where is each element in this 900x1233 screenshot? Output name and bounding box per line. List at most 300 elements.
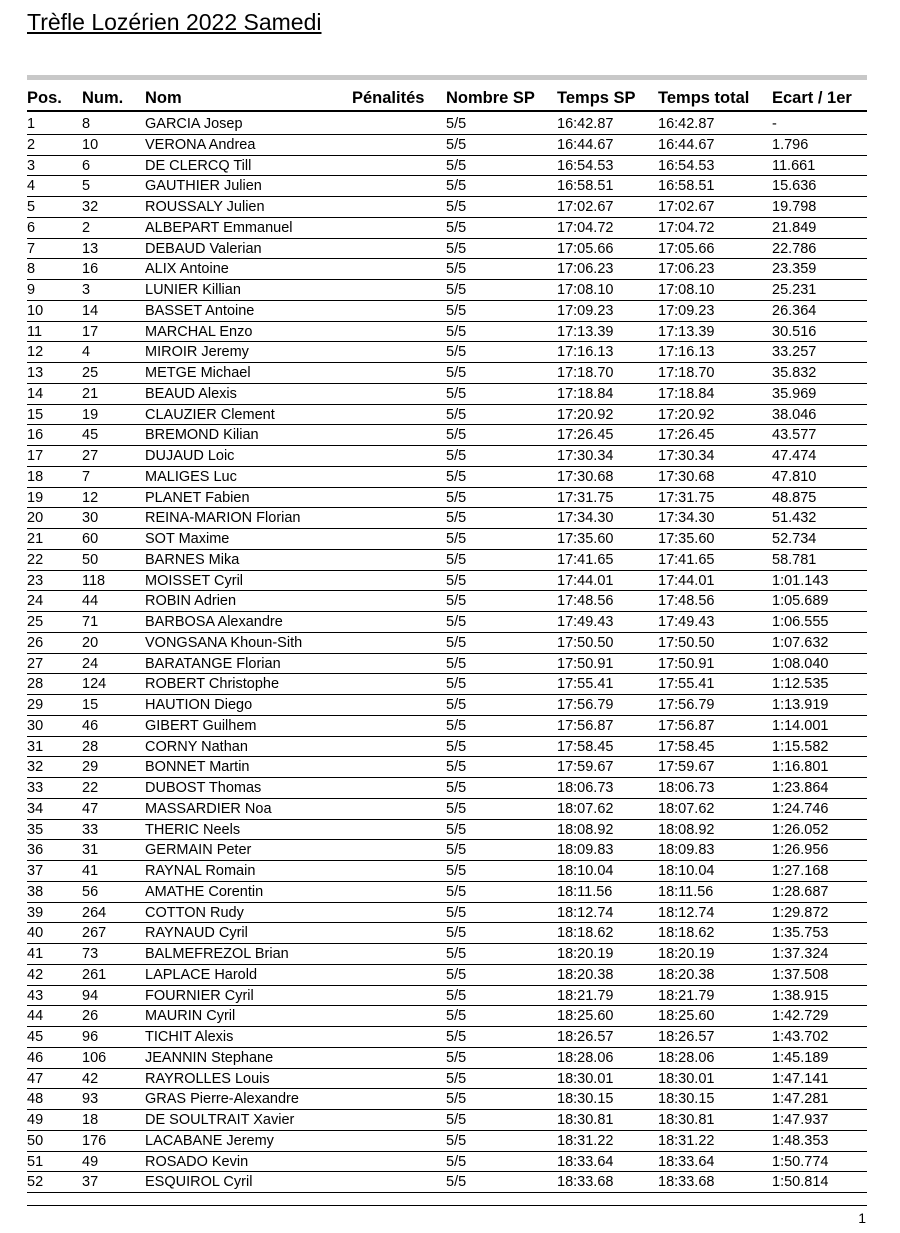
cell-nom: VERONA Andrea [145,136,256,153]
cell-nom: ALBEPART Emmanuel [145,219,293,236]
table-row [27,571,867,592]
cell-ecart: 47.474 [772,448,817,464]
cell-pos: 22 [27,551,44,568]
cell-num: 56 [82,883,99,900]
cell-nombre-sp: 5/5 [446,1174,467,1191]
cell-temps-sp: 17:26.45 [557,427,614,444]
cell-ecart: 1:08.040 [772,655,829,672]
cell-nom: METGE Michael [145,365,251,381]
cell-temps-total: 16:58.51 [658,178,715,195]
table-row [27,695,867,716]
cell-nombre-sp: 5/5 [446,199,467,215]
cell-ecart: 1:43.702 [772,1029,829,1045]
cell-num: 19 [82,406,99,423]
cell-temps-sp: 17:55.41 [557,676,614,693]
cell-ecart: 52.734 [772,531,817,547]
table-row [27,488,867,509]
cell-nom: DE SOULTRAIT Xavier [145,1112,295,1128]
cell-temps-sp: 17:16.13 [557,344,614,361]
cell-nombre-sp: 5/5 [446,323,467,340]
cell-nom: MIROIR Jeremy [145,344,249,361]
cell-temps-total: 18:11.56 [658,883,714,900]
cell-pos: 33 [27,780,44,796]
cell-pos: 28 [27,676,44,693]
cell-nom: BREMOND Kilian [145,427,259,444]
cell-ecart: 43.577 [772,427,817,444]
cell-ecart: 1:01.143 [772,572,829,589]
cell-temps-sp: 18:33.68 [557,1174,614,1191]
cell-nombre-sp: 5/5 [446,634,467,651]
table-row [27,156,867,177]
table-row [27,239,867,260]
cell-ecart: 47.810 [772,468,817,485]
cell-nom: DUJAUD Loic [145,448,235,464]
cell-ecart: 1:35.753 [772,925,829,942]
cell-nom: CORNY Nathan [145,738,248,755]
cell-num: 73 [82,946,99,962]
cell-ecart: 1:29.872 [772,904,829,921]
cell-temps-sp: 16:42.87 [557,116,614,132]
cell-temps-sp: 18:18.62 [557,925,614,942]
table-row [27,965,867,986]
cell-temps-total: 17:08.10 [658,282,715,298]
cell-temps-sp: 18:11.56 [557,883,613,900]
cell-temps-sp: 16:44.67 [557,136,614,153]
table-row [27,1172,867,1193]
cell-nom: BALMEFREZOL Brian [145,946,289,962]
cell-temps-total: 18:25.60 [658,1008,715,1025]
cell-temps-total: 18:30.81 [658,1112,715,1128]
cell-nom: BARNES Mika [145,551,240,568]
cell-num: 18 [82,1112,99,1128]
cell-temps-total: 18:21.79 [658,987,715,1004]
cell-pos: 16 [27,427,44,444]
cell-pos: 11 [27,323,43,340]
cell-ecart: 22.786 [772,240,817,257]
cell-pos: 32 [27,759,44,776]
table-row [27,778,867,799]
cell-nombre-sp: 5/5 [446,468,467,485]
cell-temps-sp: 18:10.04 [557,863,614,879]
cell-temps-total: 18:12.74 [658,904,715,921]
cell-temps-sp: 17:48.56 [557,593,614,610]
cell-ecart: 33.257 [772,344,817,361]
table-row [27,280,867,301]
cell-nombre-sp: 5/5 [446,780,467,796]
table-row [27,197,867,218]
cell-temps-sp: 17:49.43 [557,614,614,630]
cell-temps-total: 17:05.66 [658,240,715,257]
table-row [27,1089,867,1110]
cell-pos: 20 [27,510,44,527]
cell-num: 94 [82,987,99,1004]
cell-ecart: - [772,116,777,132]
table-row [27,114,867,135]
table-row [27,923,867,944]
cell-nom: GAUTHIER Julien [145,178,262,195]
table-row [27,342,867,363]
table-row [27,612,867,633]
cell-temps-sp: 18:20.19 [557,946,614,962]
cell-ecart: 1:50.774 [772,1153,829,1170]
cell-temps-total: 17:26.45 [658,427,715,444]
cell-temps-sp: 17:34.30 [557,510,614,527]
table-row [27,944,867,965]
cell-nombre-sp: 5/5 [446,1049,467,1066]
cell-nom: HAUTION Diego [145,697,253,713]
cell-ecart: 1:06.555 [772,614,829,630]
cell-temps-sp: 18:30.81 [557,1112,614,1128]
cell-nom: ALIX Antoine [145,261,229,278]
cell-temps-total: 17:30.34 [658,448,715,464]
cell-pos: 26 [27,634,44,651]
cell-temps-sp: 18:20.38 [557,966,614,983]
cell-num: 20 [82,634,99,651]
cell-nom: MALIGES Luc [145,468,237,485]
table-row [27,861,867,882]
table-row [27,363,867,384]
cell-temps-total: 18:20.38 [658,966,715,983]
cell-ecart: 1:47.937 [772,1112,829,1128]
cell-num: 28 [82,738,99,755]
cell-ecart: 19.798 [772,199,817,215]
cell-pos: 39 [27,904,44,921]
cell-temps-total: 17:50.91 [658,655,715,672]
cell-num: 96 [82,1029,99,1045]
cell-nom: CLAUZIER Clement [145,406,275,423]
cell-pos: 1 [27,116,36,132]
cell-nom: RAYROLLES Louis [145,1070,270,1087]
cell-ecart: 1:28.687 [772,883,829,900]
cell-temps-total: 17:02.67 [658,199,715,215]
cell-temps-sp: 17:56.87 [557,717,614,734]
cell-nom: MOISSET Cyril [145,572,244,589]
cell-nombre-sp: 5/5 [446,427,467,444]
cell-nom: THERIC Neels [145,821,241,838]
cell-temps-sp: 18:12.74 [557,904,614,921]
cell-nom: COTTON Rudy [145,904,244,921]
cell-num: 261 [82,966,107,983]
cell-ecart: 21.849 [772,219,817,236]
cell-ecart: 1:12.535 [772,676,829,693]
table-row [27,550,867,571]
cell-pos: 7 [27,240,36,257]
cell-nombre-sp: 5/5 [446,157,467,174]
cell-pos: 44 [27,1008,44,1025]
cell-temps-total: 17:44.01 [658,572,715,589]
cell-nombre-sp: 5/5 [446,717,467,734]
cell-ecart: 51.432 [772,510,817,527]
header-ecart: Ecart / 1er [772,89,852,107]
cell-temps-total: 17:56.87 [658,717,715,734]
cell-temps-sp: 18:30.15 [557,1091,614,1108]
cell-nombre-sp: 5/5 [446,385,467,402]
cell-ecart: 15.636 [772,178,817,195]
cell-num: 37 [82,1174,99,1191]
cell-num: 6 [82,157,91,174]
cell-nombre-sp: 5/5 [446,116,467,132]
cell-nom: DEBAUD Valerian [145,240,262,257]
cell-pos: 52 [27,1174,44,1191]
table-row [27,820,867,841]
cell-ecart: 35.832 [772,365,817,381]
cell-num: 45 [82,427,99,444]
cell-ecart: 26.364 [772,302,817,319]
cell-num: 41 [82,863,99,879]
cell-nombre-sp: 5/5 [446,572,467,589]
cell-nombre-sp: 5/5 [446,759,467,776]
table-row [27,1027,867,1048]
table-row [27,218,867,239]
cell-nombre-sp: 5/5 [446,655,467,672]
cell-num: 8 [82,116,91,132]
cell-ecart: 1:47.281 [772,1091,829,1108]
cell-nombre-sp: 5/5 [446,863,467,879]
cell-num: 17 [82,323,99,340]
cell-nombre-sp: 5/5 [446,178,467,195]
table-row [27,654,867,675]
cell-temps-total: 18:30.15 [658,1091,715,1108]
cell-num: 71 [82,614,99,630]
cell-nom: BARATANGE Florian [145,655,281,672]
cell-pos: 46 [27,1049,44,1066]
cell-temps-sp: 17:41.65 [557,551,614,568]
cell-nombre-sp: 5/5 [446,365,467,381]
cell-nom: MARCHAL Enzo [145,323,253,340]
cell-temps-total: 17:41.65 [658,551,715,568]
cell-temps-sp: 18:28.06 [557,1049,614,1066]
cell-num: 2 [82,219,91,236]
cell-nom: DE CLERCQ Till [145,157,252,174]
cell-temps-sp: 17:09.23 [557,302,614,319]
cell-temps-total: 18:33.68 [658,1174,715,1191]
header-nombre-sp: Nombre SP [446,89,535,107]
header-temps-total: Temps total [658,89,750,107]
cell-nombre-sp: 5/5 [446,697,467,713]
cell-num: 50 [82,551,99,568]
cell-pos: 13 [27,365,44,381]
cell-ecart: 1:47.141 [772,1070,829,1087]
cell-temps-sp: 17:02.67 [557,199,614,215]
cell-nom: SOT Maxime [145,531,230,547]
cell-temps-sp: 17:20.92 [557,406,614,423]
cell-nom: RAYNAUD Cyril [145,925,248,942]
cell-nom: ROUSSALY Julien [145,199,265,215]
table-row [27,716,867,737]
table-row [27,508,867,529]
cell-ecart: 1:37.508 [772,966,829,983]
cell-pos: 18 [27,468,44,485]
cell-nombre-sp: 5/5 [446,1112,467,1128]
cell-pos: 36 [27,842,44,859]
cell-ecart: 1:26.956 [772,842,829,859]
cell-pos: 34 [27,800,44,817]
cell-temps-sp: 18:33.64 [557,1153,614,1170]
cell-nom: RAYNAL Romain [145,863,256,879]
header-num: Num. [82,89,124,107]
cell-nom: TICHIT Alexis [145,1029,234,1045]
cell-temps-sp: 17:30.68 [557,468,614,485]
cell-num: 47 [82,800,99,817]
cell-nom: ROBIN Adrien [145,593,237,610]
cell-ecart: 48.875 [772,489,817,506]
cell-temps-sp: 18:31.22 [557,1132,614,1149]
cell-pos: 23 [27,572,44,589]
cell-temps-total: 17:06.23 [658,261,715,278]
cell-temps-total: 18:31.22 [658,1132,715,1149]
cell-pos: 25 [27,614,44,630]
table-row [27,840,867,861]
cell-pos: 49 [27,1112,44,1128]
cell-temps-sp: 17:08.10 [557,282,614,298]
header-penalites: Pénalités [352,89,425,107]
cell-temps-sp: 18:07.62 [557,800,614,817]
cell-nombre-sp: 5/5 [446,448,467,464]
cell-nom: ROBERT Christophe [145,676,280,693]
cell-num: 176 [82,1132,107,1149]
cell-num: 44 [82,593,99,610]
cell-temps-total: 17:13.39 [658,323,715,340]
cell-nom: ROSADO Kevin [145,1153,249,1170]
cell-num: 33 [82,821,99,838]
table-row [27,135,867,156]
cell-nombre-sp: 5/5 [446,1029,467,1045]
cell-ecart: 30.516 [772,323,817,340]
table-row [27,633,867,654]
cell-num: 46 [82,717,99,734]
cell-pos: 37 [27,863,44,879]
cell-temps-sp: 18:26.57 [557,1029,614,1045]
cell-num: 22 [82,780,99,796]
cell-nom: GIBERT Guilhem [145,717,257,734]
cell-nombre-sp: 5/5 [446,219,467,236]
cell-ecart: 1:23.864 [772,780,829,796]
table-row [27,903,867,924]
cell-nombre-sp: 5/5 [446,1008,467,1025]
cell-ecart: 25.231 [772,282,817,298]
cell-temps-total: 17:31.75 [658,489,715,506]
cell-temps-total: 17:16.13 [658,344,715,361]
cell-nom: MASSARDIER Noa [145,800,272,817]
cell-nom: JEANNIN Stephane [145,1049,274,1066]
cell-nom: LUNIER Killian [145,282,241,298]
cell-num: 118 [82,572,106,589]
table-row [27,986,867,1007]
cell-temps-total: 17:09.23 [658,302,715,319]
cell-nom: GARCIA Josep [145,116,243,132]
cell-ecart: 1:27.168 [772,863,829,879]
cell-temps-total: 16:54.53 [658,157,715,174]
cell-nom: BASSET Antoine [145,302,255,319]
cell-num: 13 [82,240,99,257]
cell-pos: 40 [27,925,44,942]
table-row [27,425,867,446]
cell-pos: 6 [27,219,36,236]
cell-nombre-sp: 5/5 [446,240,467,257]
cell-nombre-sp: 5/5 [446,614,467,630]
cell-pos: 21 [27,531,44,547]
cell-temps-total: 17:18.84 [658,385,715,402]
table-row [27,1110,867,1131]
cell-temps-sp: 17:06.23 [557,261,614,278]
cell-temps-sp: 17:50.50 [557,634,614,651]
cell-nom: ESQUIROL Cyril [145,1174,253,1191]
cell-pos: 17 [27,448,44,464]
cell-pos: 41 [27,946,44,962]
table-row [27,529,867,550]
cell-temps-total: 18:10.04 [658,863,715,879]
cell-pos: 24 [27,593,44,610]
cell-num: 4 [82,344,91,361]
cell-pos: 4 [27,178,36,195]
cell-num: 21 [82,385,99,402]
cell-temps-sp: 17:30.34 [557,448,614,464]
header-nom: Nom [145,89,182,107]
cell-pos: 8 [27,261,36,278]
cell-ecart: 1:50.814 [772,1174,829,1191]
cell-temps-total: 17:58.45 [658,738,715,755]
cell-temps-sp: 16:54.53 [557,157,614,174]
cell-nombre-sp: 5/5 [446,1153,467,1170]
cell-nom: AMATHE Corentin [145,883,264,900]
cell-ecart: 23.359 [772,261,817,278]
cell-nombre-sp: 5/5 [446,800,467,817]
cell-nombre-sp: 5/5 [446,136,467,153]
cell-nombre-sp: 5/5 [446,344,467,361]
table-row [27,1131,867,1152]
cell-nombre-sp: 5/5 [446,842,467,859]
cell-temps-total: 17:20.92 [658,406,715,423]
table-row [27,301,867,322]
cell-nombre-sp: 5/5 [446,531,467,547]
cell-temps-total: 17:49.43 [658,614,715,630]
table-row [27,591,867,612]
cell-temps-total: 17:30.68 [658,468,715,485]
cell-temps-total: 17:04.72 [658,219,715,236]
cell-num: 14 [82,302,99,319]
cell-nombre-sp: 5/5 [446,489,467,506]
cell-temps-sp: 17:04.72 [557,219,614,236]
cell-temps-sp: 18:25.60 [557,1008,614,1025]
cell-nom: GRAS Pierre-Alexandre [145,1091,299,1108]
cell-num: 15 [82,697,99,713]
cell-num: 31 [82,842,99,859]
cell-temps-sp: 17:44.01 [557,572,614,589]
table-row [27,882,867,903]
cell-temps-total: 18:06.73 [658,780,715,796]
cell-temps-sp: 18:06.73 [557,780,614,796]
cell-temps-sp: 18:09.83 [557,842,614,859]
cell-temps-total: 16:42.87 [658,116,715,132]
cell-nom: REINA-MARION Florian [145,510,301,527]
table-header [27,86,867,112]
footer-rule [27,1205,867,1206]
cell-ecart: 1:15.582 [772,738,829,755]
cell-temps-total: 17:35.60 [658,531,715,547]
table-row [27,799,867,820]
cell-pos: 10 [27,302,44,319]
cell-num: 267 [82,925,107,942]
cell-pos: 43 [27,987,44,1004]
cell-num: 27 [82,448,99,464]
cell-temps-total: 16:44.67 [658,136,715,153]
cell-nombre-sp: 5/5 [446,946,467,962]
cell-ecart: 1:48.353 [772,1132,829,1149]
table-row [27,1069,867,1090]
cell-nombre-sp: 5/5 [446,302,467,319]
cell-temps-sp: 18:30.01 [557,1070,614,1087]
cell-nom: LACABANE Jeremy [145,1132,274,1149]
